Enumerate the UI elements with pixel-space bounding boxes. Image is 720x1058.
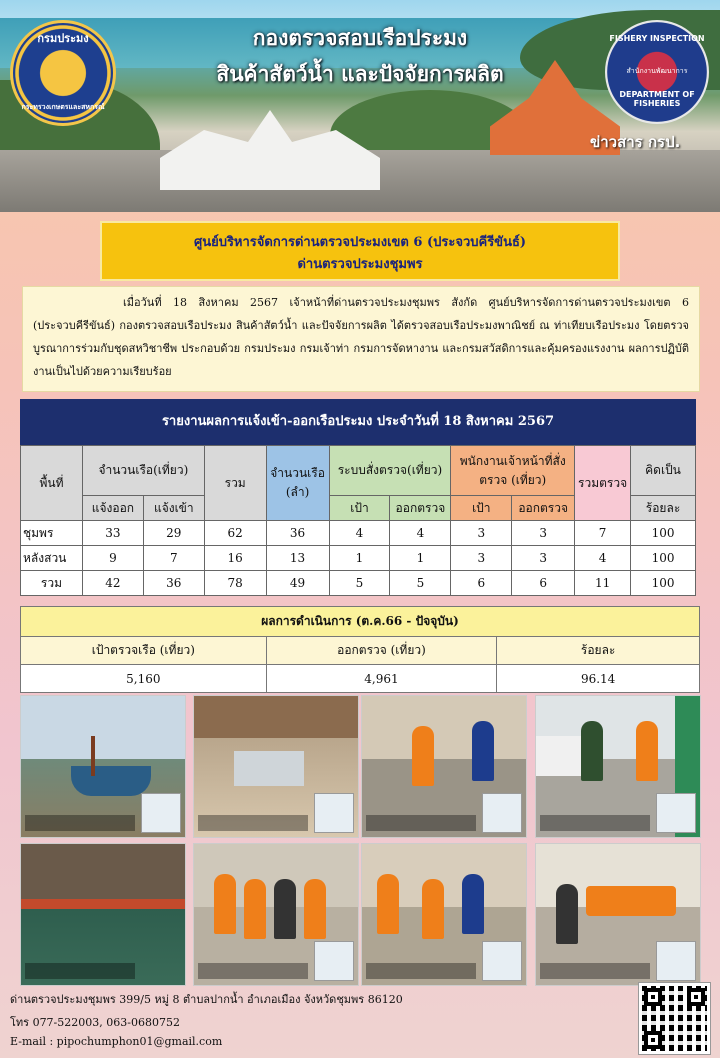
table-row-total xyxy=(21,571,696,596)
cell-vessels: 13 xyxy=(266,546,329,571)
cell-off-target: 3 xyxy=(451,546,512,571)
logo-left-bottom-text: กระทรวงเกษตรและสหกรณ์ xyxy=(21,103,105,111)
news-tag: ข่าวสาร กรป. xyxy=(590,133,681,151)
header-percent: ร้อยละ xyxy=(631,496,696,521)
header-officer-ordered: พนักงานเจ้าหน้าที่สั่งตรวจ (เที่ยว) xyxy=(451,446,575,496)
cell-out: 33 xyxy=(82,521,143,546)
office-title-line1: ศูนย์บริหารจัดการด่านตรวจประมงเขต 6 (ประจวบคีรีขันธ์) xyxy=(193,235,527,250)
photo-crew-lineup-2 xyxy=(361,843,527,986)
intro-paragraph: เมื่อวันที่ 18 สิงหาคม 2567 เจ้าหน้าที่ด่านตรวจประมงชุมพร สังกัด ศูนย์บริหารจัดการด่านตรวจประมงเขต 6 (ประจวบคีรีขันธ์) กองตรวจสอบเรือประมง สินค้าสัตว์น้ำ และปัจจัยการผลิต ได้ตรวจสอบเรือประมงพาณิชย์ ณ ท่าเทียบเรือประมง โดยตรวจบูรณาการร่วมกับชุดสหวิชาชีพ ประกอบด้วย กรมประมง กรมเจ้าท่า กรมการจัดหางาน และกรมสวัสดิการและคุ้มครองแรงงาน ผลการปฏิบัติงานเป็นไปด้วยความเรียบร้อย xyxy=(22,286,700,392)
cell-total: 78 xyxy=(204,571,266,596)
header-total-inspected: รวมตรวจ xyxy=(575,446,631,521)
cell-off-insp: 3 xyxy=(512,546,575,571)
performance-title: ผลการดำเนินการ (ต.ค.66 - ปัจจุบัน) xyxy=(21,607,700,637)
header-area: พื้นที่ xyxy=(21,446,83,521)
header-sys-inspect: ออกตรวจ xyxy=(390,496,451,521)
perf-header-target: เป้าตรวจเรือ (เที่ยว) xyxy=(21,637,267,665)
perf-header-percent: ร้อยละ xyxy=(497,637,700,665)
footer-address: ด่านตรวจประมงชุมพร 399/5 หมู่ 8 ตำบลปากน้ำ อำเภอเมือง จังหวัดชุมพร 86120 xyxy=(10,993,403,1006)
logo-right-bottom-text: DEPARTMENT OF FISHERIES xyxy=(619,90,695,108)
report-table xyxy=(20,445,696,596)
header-off-inspect: ออกตรวจ xyxy=(512,496,575,521)
photo-fishing-boat xyxy=(20,695,186,838)
cell-in: 36 xyxy=(143,571,204,596)
cell-vessels: 36 xyxy=(266,521,329,546)
cell-total-insp: 4 xyxy=(575,546,631,571)
cell-sys-target: 5 xyxy=(329,571,390,596)
cell-total-insp: 11 xyxy=(575,571,631,596)
cell-vessels: 49 xyxy=(266,571,329,596)
header-title-line1: กองตรวจสอบเรือประมง xyxy=(252,26,468,50)
cell-out: 42 xyxy=(82,571,143,596)
table-row xyxy=(21,546,696,571)
cell-total-insp: 7 xyxy=(575,521,631,546)
photo-officers-inspection-2 xyxy=(535,695,701,838)
photo-crew-lineup-3 xyxy=(535,843,701,986)
office-title-line2: ด่านตรวจประมงชุมพร xyxy=(297,257,423,272)
cell-sys-target: 1 xyxy=(329,546,390,571)
cell-percent: 100 xyxy=(631,571,696,596)
office-title-box xyxy=(100,221,620,281)
perf-header-inspected: ออกตรวจ (เที่ยว) xyxy=(266,637,497,665)
cell-total: 62 xyxy=(204,521,266,546)
cell-total: 16 xyxy=(204,546,266,571)
cell-sys-insp: 4 xyxy=(390,521,451,546)
perf-value-percent: 96.14 xyxy=(497,665,700,693)
footer-phone: โทร 077-522003, 063-0680752 xyxy=(10,1016,180,1029)
perf-value-inspected: 4,961 xyxy=(266,665,497,693)
cell-sys-insp: 1 xyxy=(390,546,451,571)
footer-email: E-mail : pipochumphon01@gmail.com xyxy=(10,1035,223,1048)
photo-crew-lineup-1 xyxy=(193,843,359,986)
photo-fish-hold xyxy=(193,695,359,838)
cell-percent: 100 xyxy=(631,521,696,546)
logo-left-top-text: กรมประมง xyxy=(37,32,89,45)
cell-area: หลังสวน xyxy=(21,546,83,571)
cell-out: 9 xyxy=(82,546,143,571)
header-ordered-system: ระบบสั่งตรวจ(เที่ยว) xyxy=(329,446,451,496)
cell-percent: 100 xyxy=(631,546,696,571)
cell-in: 7 xyxy=(143,546,204,571)
header-notify-in: แจ้งเข้า xyxy=(143,496,204,521)
header-percent-of: คิดเป็น xyxy=(631,446,696,496)
header-boats-vessels: จำนวนเรือ (ลำ) xyxy=(266,446,329,521)
photo-officers-inspection-1 xyxy=(361,695,527,838)
cell-off-target: 6 xyxy=(451,571,512,596)
cell-sys-target: 4 xyxy=(329,521,390,546)
cell-off-insp: 6 xyxy=(512,571,575,596)
cell-off-target: 3 xyxy=(451,521,512,546)
header-boats-trips: จำนวนเรือ(เที่ยว) xyxy=(82,446,204,496)
logo-right-mid-text: สำนักงานพัฒนาการ xyxy=(626,67,688,75)
cell-off-insp: 3 xyxy=(512,521,575,546)
header-total: รวม xyxy=(204,446,266,521)
qr-code[interactable] xyxy=(639,983,710,1054)
cell-sys-insp: 5 xyxy=(390,571,451,596)
report-title: รายงานผลการแจ้งเข้า-ออกเรือประมง ประจำวันที่ 18 สิงหาคม 2567 xyxy=(20,399,696,445)
header-off-target: เป้า xyxy=(451,496,512,521)
perf-value-target: 5,160 xyxy=(21,665,267,693)
logo-right-top-text: FISHERY INSPECTION xyxy=(609,34,705,43)
table-row xyxy=(21,521,696,546)
performance-table xyxy=(20,606,700,693)
photo-fishing-net xyxy=(20,843,186,986)
fishery-inspection-logo xyxy=(605,20,709,124)
header-notify-out: แจ้งออก xyxy=(82,496,143,521)
cell-in: 29 xyxy=(143,521,204,546)
cell-area: ชุมพร xyxy=(21,521,83,546)
header-sys-target: เป้า xyxy=(329,496,390,521)
cell-area: รวม xyxy=(21,571,83,596)
header-title-line2: สินค้าสัตว์น้ำ และปัจจัยการผลิต xyxy=(216,62,504,86)
header-banner xyxy=(0,0,720,212)
